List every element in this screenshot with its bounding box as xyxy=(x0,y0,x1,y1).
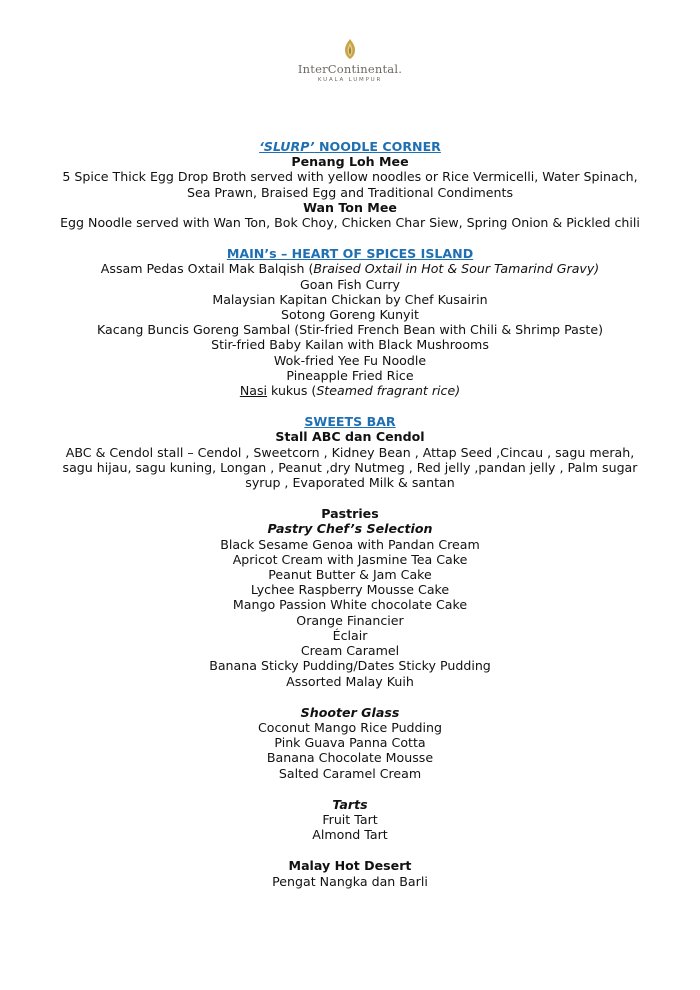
dish-description: 5 Spice Thick Egg Drop Broth served with yellow noodles or Rice Vermicelli, Water Spinach, xyxy=(62,169,638,185)
menu-item-text: kukus ( xyxy=(267,383,317,399)
stall-description: syrup , Evaporated Milk & santan xyxy=(245,475,455,491)
dish-name: Wan Ton Mee xyxy=(303,199,397,215)
spacer xyxy=(0,781,700,797)
menu-item: Goan Fish Curry xyxy=(300,276,400,292)
section-title-noodle-corner xyxy=(0,139,700,154)
tart-item: Fruit Tart xyxy=(322,811,378,827)
logo-flame-icon xyxy=(343,38,357,60)
menu-item-text: Assam Pedas Oxtail Mak Balqish ( xyxy=(100,261,314,277)
menu-item: Wok-fried Yee Fu Noodle xyxy=(273,352,427,368)
pastries-subtitle: Pastry Chef’s Selection xyxy=(267,521,433,537)
pastry-item: Éclair xyxy=(332,627,368,643)
shooter-item: Banana Chocolate Mousse xyxy=(266,750,434,766)
stall-description: ABC & Cendol stall – Cendol , Sweetcorn , Kidney Bean , Attap Seed ,Cincau , sagu merah, xyxy=(65,444,635,460)
stall-name: Stall ABC dan Cendol xyxy=(275,429,425,445)
spacer xyxy=(0,689,700,705)
stall-description: sagu hijau, sagu kuning, Longan , Peanut ,dry Nutmeg , Red jelly ,pandan jelly , Palm sugar xyxy=(62,459,638,475)
menu-item xyxy=(0,383,700,398)
hotel-logo xyxy=(0,38,700,84)
pastry-item: Black Sesame Genoa with Pandan Cream xyxy=(220,536,480,552)
noodle-corner-title: NOODLE CORNER xyxy=(314,139,441,154)
menu-item: Kacang Buncis Goreng Sambal (Stir-fried French Bean with Chili & Shrimp Paste) xyxy=(97,322,603,338)
shooter-item: Salted Caramel Cream xyxy=(278,765,422,781)
hot-desert-item: Pengat Nangka dan Barli xyxy=(272,873,428,889)
section-title-sweets-bar: SWEETS BAR xyxy=(304,414,396,430)
shooter-item: Coconut Mango Rice Pudding xyxy=(257,719,443,735)
shooter-glass-title: Shooter Glass xyxy=(300,704,400,720)
dish-description: Egg Noodle served with Wan Ton, Bok Choy, Chicken Char Siew, Spring Onion & Pickled chili xyxy=(60,215,640,231)
pastry-item: Cream Caramel xyxy=(300,643,400,659)
menu-item: Sotong Goreng Kunyit xyxy=(281,307,419,323)
section-title-mains: MAIN’s – HEART OF SPICES ISLAND xyxy=(226,246,474,262)
menu-item xyxy=(0,261,700,276)
menu-item-note: Braised Oxtail in Hot & Sour Tamarind Gravy) xyxy=(313,261,600,277)
dish-name: Penang Loh Mee xyxy=(291,154,409,170)
menu-item: Stir-fried Baby Kailan with Black Mushrooms xyxy=(211,337,489,353)
brand-location: KUALA LUMPUR xyxy=(317,77,383,83)
shooter-item: Pink Guava Panna Cotta xyxy=(274,735,426,751)
spacer xyxy=(0,230,700,246)
pastry-item: Peanut Butter & Jam Cake xyxy=(268,567,432,583)
menu-item-note: Steamed fragrant rice) xyxy=(316,383,461,399)
spacer xyxy=(0,842,700,858)
menu-content xyxy=(0,139,700,889)
malay-hot-desert-title: Malay Hot Desert xyxy=(288,858,412,874)
tart-item: Almond Tart xyxy=(312,827,388,843)
slurp-quote: ‘SLURP’ xyxy=(259,139,315,154)
menu-item: Malaysian Kapitan Chickan by Chef Kusairin xyxy=(212,291,488,307)
pastry-item: Banana Sticky Pudding/Dates Sticky Pudding xyxy=(209,658,491,674)
pastry-item: Orange Financier xyxy=(296,612,404,628)
pastry-item: Apricot Cream with Jasmine Tea Cake xyxy=(232,551,468,567)
brand-name: InterContinental. xyxy=(297,62,403,76)
spacer xyxy=(0,398,700,414)
dish-description: Sea Prawn, Braised Egg and Traditional Condiments xyxy=(186,184,514,200)
menu-item: Pineapple Fried Rice xyxy=(286,367,414,383)
pastry-item: Assorted Malay Kuih xyxy=(286,673,414,689)
nasi-word: Nasi xyxy=(239,383,268,399)
tarts-title: Tarts xyxy=(332,796,368,812)
pastry-item: Lychee Raspberry Mousse Cake xyxy=(250,582,450,598)
pastry-item: Mango Passion White chocolate Cake xyxy=(232,597,468,613)
pastries-title: Pastries xyxy=(321,506,379,522)
spacer xyxy=(0,490,700,506)
